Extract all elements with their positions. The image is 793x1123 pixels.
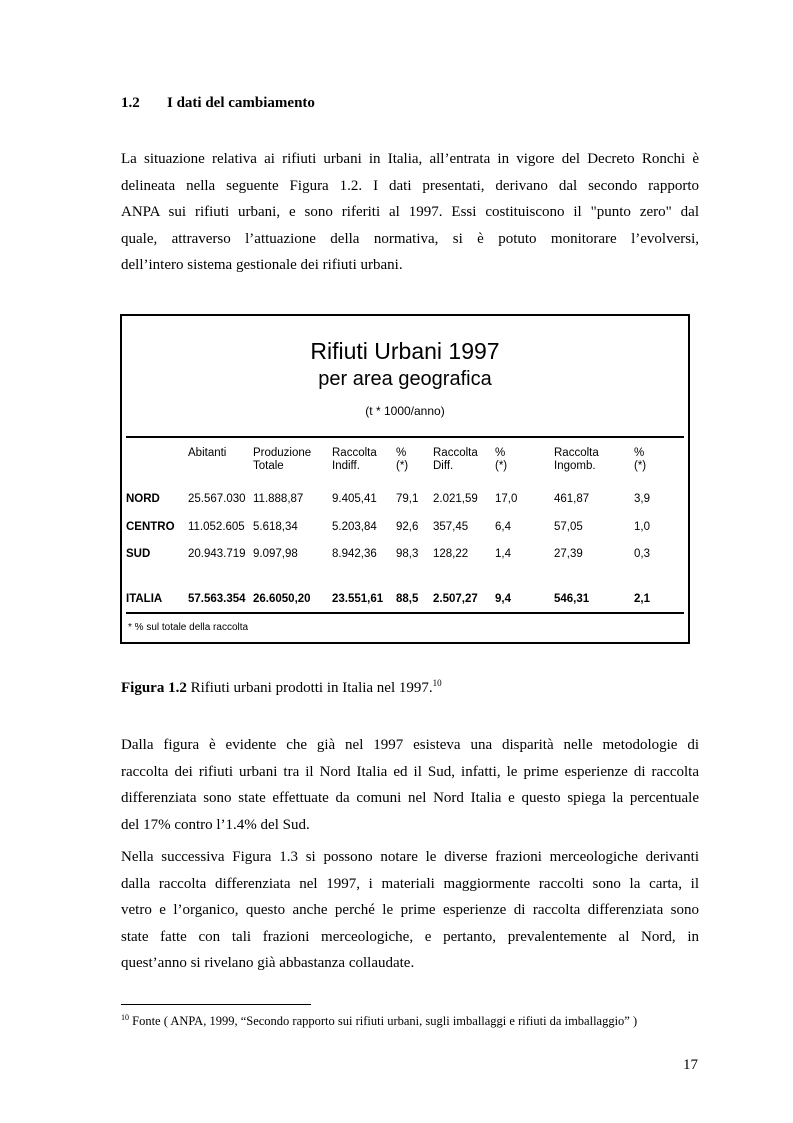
text-line: delineata nella seguente Figura 1.2. I dati presentati, derivano dal secondo rapporto bbox=[121, 177, 699, 194]
table-cell: 92,6 bbox=[396, 521, 419, 533]
table-cell: 2.021,59 bbox=[433, 493, 478, 505]
table-cell: 17,0 bbox=[495, 493, 518, 505]
table-cell: 9.405,41 bbox=[332, 493, 377, 505]
table-cell: 546,31 bbox=[554, 593, 590, 605]
column-header: Raccolta Indiff. bbox=[332, 447, 377, 472]
figure-caption bbox=[121, 680, 442, 697]
table-cell: 357,45 bbox=[433, 521, 469, 533]
footnote-number: 10 bbox=[121, 1013, 129, 1022]
table-cell: 26.6050,20 bbox=[253, 593, 311, 605]
text-line: Dalla figura è evidente che già nel 1997 esisteva una disparità nelle metodologie di bbox=[121, 737, 699, 753]
column-header: Produzione Totale bbox=[253, 447, 312, 472]
text-line: Nella successiva Figura 1.3 si possono notare le diverse frazioni merceologiche derivanti bbox=[121, 849, 699, 865]
text-line: dell’intero sistema gestionale dei rifiuti urbani. bbox=[121, 257, 403, 273]
table-cell: 3,9 bbox=[634, 493, 650, 505]
column-header: Raccolta Ingomb. bbox=[554, 447, 599, 472]
table-cell: 461,87 bbox=[554, 493, 590, 505]
table-cell: 5.618,34 bbox=[253, 521, 298, 533]
figure-subtitle: per area geografica bbox=[318, 368, 492, 390]
footnote-text: Fonte ( ANPA, 1999, “Secondo rapporto sui rifiuti urbani, sugli imballaggi e rifiuti da imballaggio” ) bbox=[129, 1014, 638, 1029]
section-title: I dati del cambiamento bbox=[167, 95, 315, 111]
text-line: state fatte con tali frazioni merceologiche, e pertanto, prevalentemente al Nord, in bbox=[121, 928, 699, 945]
figure-table-box bbox=[120, 314, 690, 644]
page-number: 17 bbox=[683, 1057, 698, 1073]
table-cell: 25.567.030 bbox=[188, 493, 246, 505]
text-line: ANPA sui rifiuti urbani, e sono riferiti al 1997. Essi costituiscono il "punto zero" dal bbox=[121, 204, 699, 220]
text-line: La situazione relativa ai rifiuti urbani in Italia, all’entrata in vigore del Decreto Ronchi è bbox=[121, 151, 699, 167]
row-label: SUD bbox=[126, 548, 151, 560]
text-line: quale, attraverso l’attuazione della normativa, si è potuto monitorare l’evolversi, bbox=[121, 230, 699, 247]
text-line: del 17% contro l’1.4% del Sud. bbox=[121, 816, 310, 833]
text-line: dalla raccolta differenziata nel 1997, i materiali maggiormente raccolti sono la carta, il bbox=[121, 875, 699, 892]
caption-label: Figura 1.2 bbox=[121, 680, 187, 696]
table-cell: 57,05 bbox=[554, 521, 583, 533]
column-header: % (*) bbox=[634, 447, 647, 472]
table-cell: 1,0 bbox=[634, 521, 650, 533]
table-cell: 1,4 bbox=[495, 548, 511, 560]
table-cell: 2,1 bbox=[634, 593, 650, 605]
section-heading bbox=[121, 95, 315, 112]
text-line: vetro e l’organico, questo anche perché le prime esperienze di raccolta differenziata sono bbox=[121, 902, 699, 918]
table-cell: 8.942,36 bbox=[332, 548, 377, 560]
row-label: ITALIA bbox=[126, 593, 163, 605]
table-cell: 79,1 bbox=[396, 493, 419, 505]
footnote bbox=[121, 1013, 637, 1029]
caption-footnote-ref: 10 bbox=[432, 678, 442, 688]
text-line: differenziata sono state effettuate da comuni nel Nord Italia e questo spiega la percentuale bbox=[121, 790, 699, 806]
table-cell: 98,3 bbox=[396, 548, 419, 560]
paragraph-figure13 bbox=[121, 844, 699, 977]
table-cell: 20.943.719 bbox=[188, 548, 246, 560]
paragraph-intro bbox=[121, 146, 699, 279]
column-header: % (*) bbox=[396, 447, 409, 472]
table-cell: 57.563.354 bbox=[188, 593, 246, 605]
figure-unit: (t * 1000/anno) bbox=[365, 404, 445, 418]
caption-text: Rifiuti urbani prodotti in Italia nel 1997. bbox=[186, 680, 433, 696]
table-cell: 6,4 bbox=[495, 521, 511, 533]
section-number: 1.2 bbox=[121, 95, 140, 111]
data-table bbox=[122, 316, 688, 642]
column-header: Abitanti bbox=[188, 447, 227, 459]
text-line: quest’anno si rivelano già abbastanza collaudate. bbox=[121, 955, 415, 971]
table-footnote: * % sul totale della raccolta bbox=[128, 622, 249, 633]
column-header: Raccolta Diff. bbox=[433, 447, 478, 472]
table-cell: 23.551,61 bbox=[332, 593, 384, 605]
table-cell: 11.888,87 bbox=[253, 493, 304, 505]
figure-title: Rifiuti Urbani 1997 bbox=[310, 338, 500, 364]
footnote-divider bbox=[121, 1004, 311, 1005]
table-cell: 9,4 bbox=[495, 593, 511, 605]
table-cell: 0,3 bbox=[634, 548, 650, 560]
table-bottom-rule bbox=[126, 612, 684, 614]
table-cell: 9.097,98 bbox=[253, 548, 298, 560]
table-cell: 128,22 bbox=[433, 548, 469, 560]
text-line: raccolta dei rifiuti urbani tra il Nord Italia ed il Sud, infatti, le prime esperienze di raccolta bbox=[121, 763, 699, 780]
row-label: CENTRO bbox=[126, 521, 175, 533]
table-cell: 5.203,84 bbox=[332, 521, 377, 533]
table-cell: 27,39 bbox=[554, 548, 583, 560]
table-cell: 88,5 bbox=[396, 593, 419, 605]
table-cell: 2.507,27 bbox=[433, 593, 478, 605]
table-cell: 11.052.605 bbox=[188, 521, 245, 533]
paragraph-discussion bbox=[121, 732, 699, 838]
column-header: % (*) bbox=[495, 447, 508, 472]
row-label: NORD bbox=[126, 493, 160, 505]
